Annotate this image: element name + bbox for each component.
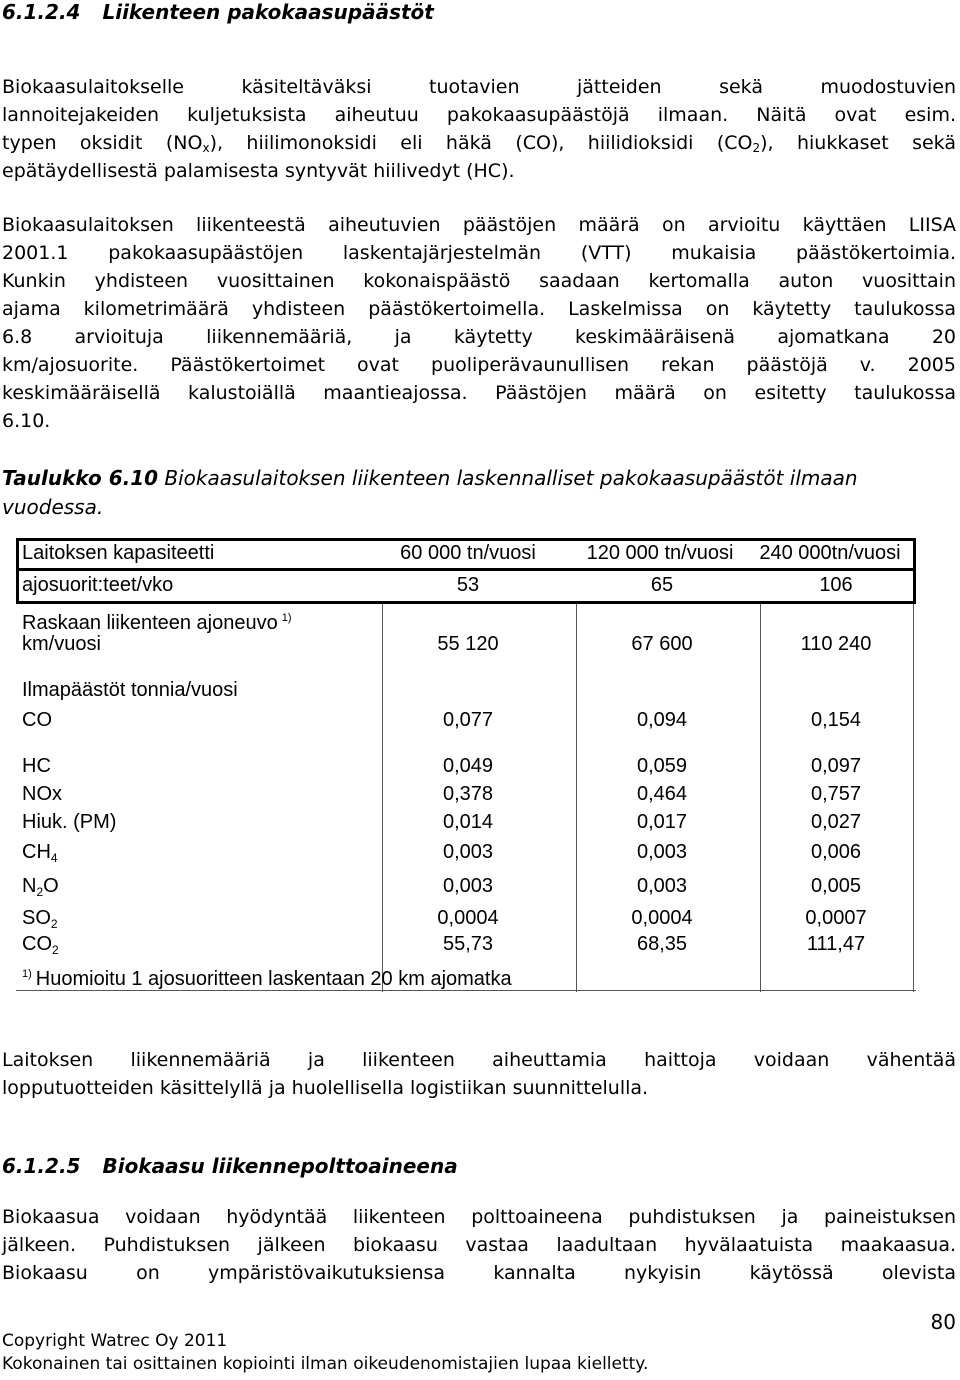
text-span: typen oksidit (NO bbox=[2, 132, 203, 154]
km-value: 110 240 bbox=[800, 633, 872, 655]
caption-text: vuodessa. bbox=[2, 495, 104, 519]
table-border bbox=[16, 538, 19, 604]
emission-value: 0,094 bbox=[636, 709, 688, 731]
emission-value: 0,003 bbox=[636, 875, 688, 897]
compound-text: N bbox=[22, 875, 37, 897]
compound-text: CO bbox=[22, 933, 52, 955]
emission-value: 0,003 bbox=[442, 875, 494, 897]
table-caption bbox=[2, 464, 956, 522]
emission-value: 55,73 bbox=[442, 933, 494, 955]
subscript: 2 bbox=[52, 943, 59, 957]
section-number: 6.1.2.4 bbox=[2, 0, 81, 24]
section-heading bbox=[2, 0, 434, 24]
page-number: 80 bbox=[930, 1310, 956, 1334]
emission-value: 111,47 bbox=[806, 933, 866, 955]
footnote-marker: 1) bbox=[22, 968, 32, 980]
caption-label: Taulukko 6.10 bbox=[2, 466, 159, 490]
emission-value: 0,027 bbox=[810, 811, 862, 833]
paragraph-line bbox=[2, 129, 956, 157]
footer-copyright: Copyright Watrec Oy 2011 bbox=[2, 1331, 228, 1351]
compound-label: NOx bbox=[22, 783, 62, 805]
emission-value: 0,0004 bbox=[437, 907, 499, 929]
paragraph-line: lannoitejakeiden kuljetuksista aiheutuu pakokaasupäästöjä ilmaan. Näitä ovat esim. bbox=[2, 104, 956, 126]
paragraph-line: ajama kilometrimäärä yhdisteen päästökertoimella. Laskelmissa on käytetty taulukossa bbox=[2, 298, 956, 320]
emission-value: 0,017 bbox=[636, 811, 688, 833]
emission-value: 0,049 bbox=[442, 755, 494, 777]
subscript: 2 bbox=[36, 885, 44, 899]
emission-value: 0,077 bbox=[442, 709, 494, 731]
compound-label bbox=[22, 932, 59, 962]
emission-value: 0,059 bbox=[636, 755, 688, 777]
heavy-traffic-label bbox=[22, 606, 292, 635]
capacity-value: 60 000 tn/vuosi bbox=[400, 542, 536, 564]
section-number: 6.1.2.5 bbox=[2, 1154, 81, 1178]
emission-value: 0,378 bbox=[442, 783, 494, 805]
emission-value: 0,014 bbox=[442, 811, 494, 833]
paragraph-line: 6.10. bbox=[2, 410, 51, 432]
emission-value: 0,006 bbox=[810, 841, 862, 863]
emissions-label: Ilmapäästöt tonnia/vuosi bbox=[22, 679, 238, 701]
paragraph-line: Biokaasu on ympäristövaikutuksiensa kannalta nykyisin käytössä olevista bbox=[2, 1262, 956, 1284]
heavy-traffic-text: Raskaan liikenteen ajoneuvo bbox=[22, 612, 278, 634]
footer-notice: Kokonainen tai osittainen kopiointi ilman oikeudenomistajien lupaa kielletty. bbox=[2, 1354, 649, 1374]
emission-value: 0,005 bbox=[810, 875, 862, 897]
text-span: ), hiilimonoksidi eli häkä (CO), hiilidioksidi (CO bbox=[209, 132, 753, 154]
compound-text: SO bbox=[22, 907, 51, 929]
emissions-table bbox=[0, 528, 960, 1008]
section-title: Liikenteen pakokaasupäästöt bbox=[102, 0, 434, 24]
table-border bbox=[16, 568, 916, 571]
compound-label: HC bbox=[22, 755, 51, 777]
emission-value: 0,0004 bbox=[631, 907, 693, 929]
compound-label: CO bbox=[22, 709, 52, 731]
capacity-label: Laitoksen kapasiteetti bbox=[22, 542, 215, 564]
section-title: Biokaasu liikennepolttoaineena bbox=[102, 1154, 458, 1178]
caption-text: Biokaasulaitoksen liikenteen laskennalliset pakokaasupäästöt ilmaan bbox=[158, 466, 858, 490]
km-label: km/vuosi bbox=[22, 633, 101, 655]
paragraph-line: lopputuotteiden käsittelyllä ja huolellisella logistiikan suunnittelulla. bbox=[2, 1077, 649, 1099]
emission-value: 0,154 bbox=[810, 709, 862, 731]
paragraph-line: 2001.1 pakokaasupäästöjen laskentajärjestelmän (VTT) mukaisia päästökertoimia. bbox=[2, 242, 956, 264]
paragraph-line: km/ajosuorite. Päästökertoimet ovat puoliperävaunullisen rekan päästöjä v. 2005 bbox=[2, 354, 956, 376]
paragraph-line: Kunkin yhdisteen vuosittainen kokonaispäästö saadaan kertomalla auton vuosittain bbox=[2, 270, 956, 292]
text-span: ), hiukkaset sekä bbox=[760, 132, 956, 154]
emission-value: 68,35 bbox=[636, 933, 688, 955]
subscript: x bbox=[202, 141, 210, 155]
trips-value: 106 bbox=[819, 574, 853, 596]
paragraph-line: Laitoksen liikennemääriä ja liikenteen aiheuttamia haittoja voidaan vähentää bbox=[2, 1049, 956, 1071]
footnote-marker: 1) bbox=[281, 612, 292, 624]
section-heading bbox=[2, 1154, 458, 1178]
compound-text: O bbox=[43, 875, 59, 897]
trips-value: 65 bbox=[650, 574, 674, 596]
table-footnote bbox=[22, 962, 512, 991]
paragraph-line: 6.8 arvioituja liikennemääriä, ja käytetty keskimääräisenä ajomatkana 20 bbox=[2, 326, 956, 348]
paragraph-line: Biokaasulaitokselle käsiteltäväksi tuotavien jätteiden sekä muodostuvien bbox=[2, 76, 956, 98]
emission-value: 0,757 bbox=[810, 783, 862, 805]
trips-label: ajosuorit:teet/vko bbox=[22, 574, 174, 596]
footnote-text: Huomioitu 1 ajosuoritteen laskentaan 20 km ajomatka bbox=[35, 968, 512, 990]
capacity-value: 240 000tn/vuosi bbox=[759, 542, 901, 564]
compound-label: Hiuk. (PM) bbox=[22, 811, 117, 833]
emission-value: 0,003 bbox=[442, 841, 494, 863]
paragraph-line: Biokaasua voidaan hyödyntää liikenteen polttoaineena puhdistuksen ja paineistuksen bbox=[2, 1206, 956, 1228]
paragraph-line: epätäydellisestä palamisesta syntyvät hiilivedyt (HC). bbox=[2, 160, 515, 182]
km-value: 67 600 bbox=[631, 633, 693, 655]
paragraph-line: Biokaasulaitoksen liikenteestä aiheutuvien päästöjen määrä on arvioitu käyttäen LIISA bbox=[2, 214, 956, 236]
emission-value: 0,0007 bbox=[805, 907, 867, 929]
compound-label bbox=[22, 874, 59, 904]
subscript: 2 bbox=[50, 917, 58, 931]
emission-value: 0,097 bbox=[810, 755, 862, 777]
capacity-value: 120 000 tn/vuosi bbox=[586, 542, 734, 564]
compound-text: CH bbox=[22, 841, 51, 863]
paragraph-line: keskimääräisellä kalustoiällä maantieajossa. Päästöjen määrä on esitetty taulukossa bbox=[2, 382, 956, 404]
paragraph-line: jälkeen. Puhdistuksen jälkeen biokaasu vastaa laadultaan hyvälaatuista maakaasua. bbox=[2, 1234, 956, 1256]
subscript: 2 bbox=[752, 141, 761, 155]
subscript: 4 bbox=[50, 851, 58, 865]
compound-label bbox=[22, 840, 58, 870]
emission-value: 0,464 bbox=[636, 783, 688, 805]
km-value: 55 120 bbox=[437, 633, 499, 655]
emission-value: 0,003 bbox=[636, 841, 688, 863]
table-border bbox=[16, 601, 916, 604]
trips-value: 53 bbox=[456, 574, 480, 596]
